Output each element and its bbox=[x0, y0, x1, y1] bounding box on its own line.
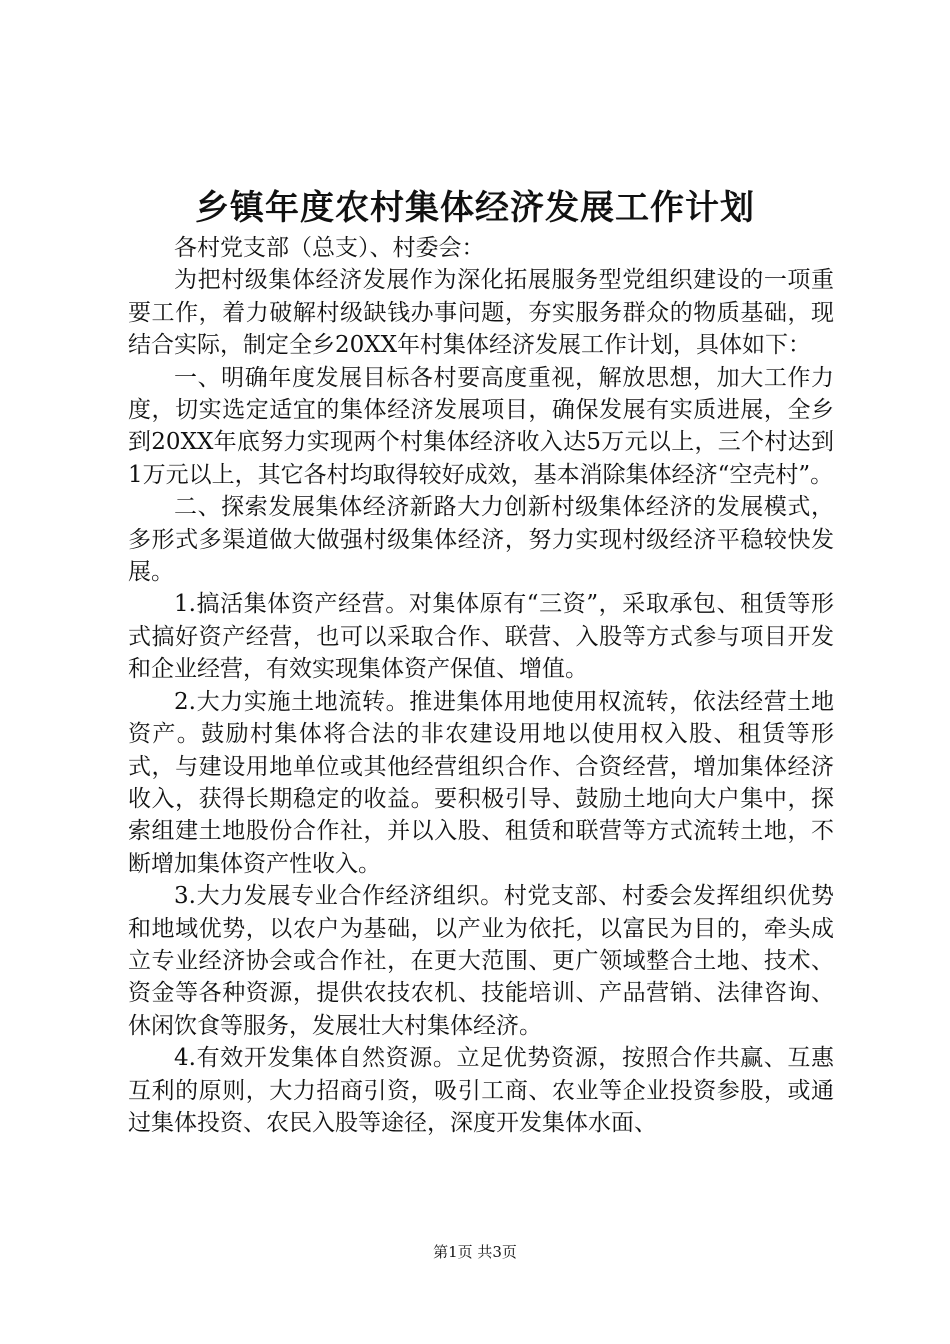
document-title: 乡镇年度农村集体经济发展工作计划 bbox=[195, 188, 755, 228]
salutation-paragraph: 各村党支部（总支）、村委会： bbox=[174, 235, 485, 261]
item-2-paragraph: 2.大力实施土地流转。推进集体用地使用权流转，依法经营土地资产。鼓励村集体将合法的非农建设用地以使用权入股、租赁等形式，与建设用地单位或其他经营组织合作、合资经营，增加集体经济收入，获得长期稳定的收益。要积极引导、鼓励土地向大户集中，探索组建土地股份合作社，并以入股、租赁和联营等方式流转土地，不断增加集体资产性收入。 bbox=[128, 688, 834, 877]
item-1-paragraph: 1.搞活集体资产经营。对集体原有“三资”，采取承包、租赁等形式搞好资产经营，也可以采取合作、联营、入股等方式参与项目开发和企业经营，有效实现集体资产保值、增值。 bbox=[128, 591, 834, 683]
intro-paragraph: 为把村级集体经济发展作为深化拓展服务型党组织建设的一项重要工作，着力破解村级缺钱办事问题，夯实服务群众的物质基础，现结合实际，制定全乡20XX年村集体经济发展工作计划，具体如下： bbox=[128, 267, 834, 359]
item-4-paragraph: 4.有效开发集体自然资源。立足优势资源，按照合作共赢、互惠互利的原则，大力招商引资，吸引工商、农业等企业投资参股，或通过集体投资、农民入股等途径，深度开发集体水面、 bbox=[128, 1045, 834, 1136]
page-footer: 第1页 共3页 bbox=[433, 1243, 517, 1261]
item-3-paragraph: 3.大力发展专业合作经济组织。村党支部、村委会发挥组织优势和地域优势，以农户为基础，以产业为依托，以富民为目的，牵头成立专业经济协会或合作社，在更大范围、更广领域整合土地、技术、资金等各种资源，提供农技农机、技能培训、产品营销、法律咨询、休闲饮食等服务，发展壮大村集体经济。 bbox=[128, 883, 834, 1039]
section-1-paragraph: 一、明确年度发展目标各村要高度重视，解放思想，加大工作力度，切实选定适宜的集体经济发展项目，确保发展有实质进展，全乡到20XX年底努力实现两个村集体经济收入达5万元以上，三个村达到1万元以上，其它各村均取得较好成效，基本消除集体经济“空壳村”。 bbox=[128, 364, 834, 488]
section-2-paragraph: 二、探索发展集体经济新路大力创新村级集体经济的发展模式，多形式多渠道做大做强村级集体经济，努力实现村级经济平稳较快发展。 bbox=[128, 494, 834, 586]
document-body bbox=[128, 232, 834, 1139]
